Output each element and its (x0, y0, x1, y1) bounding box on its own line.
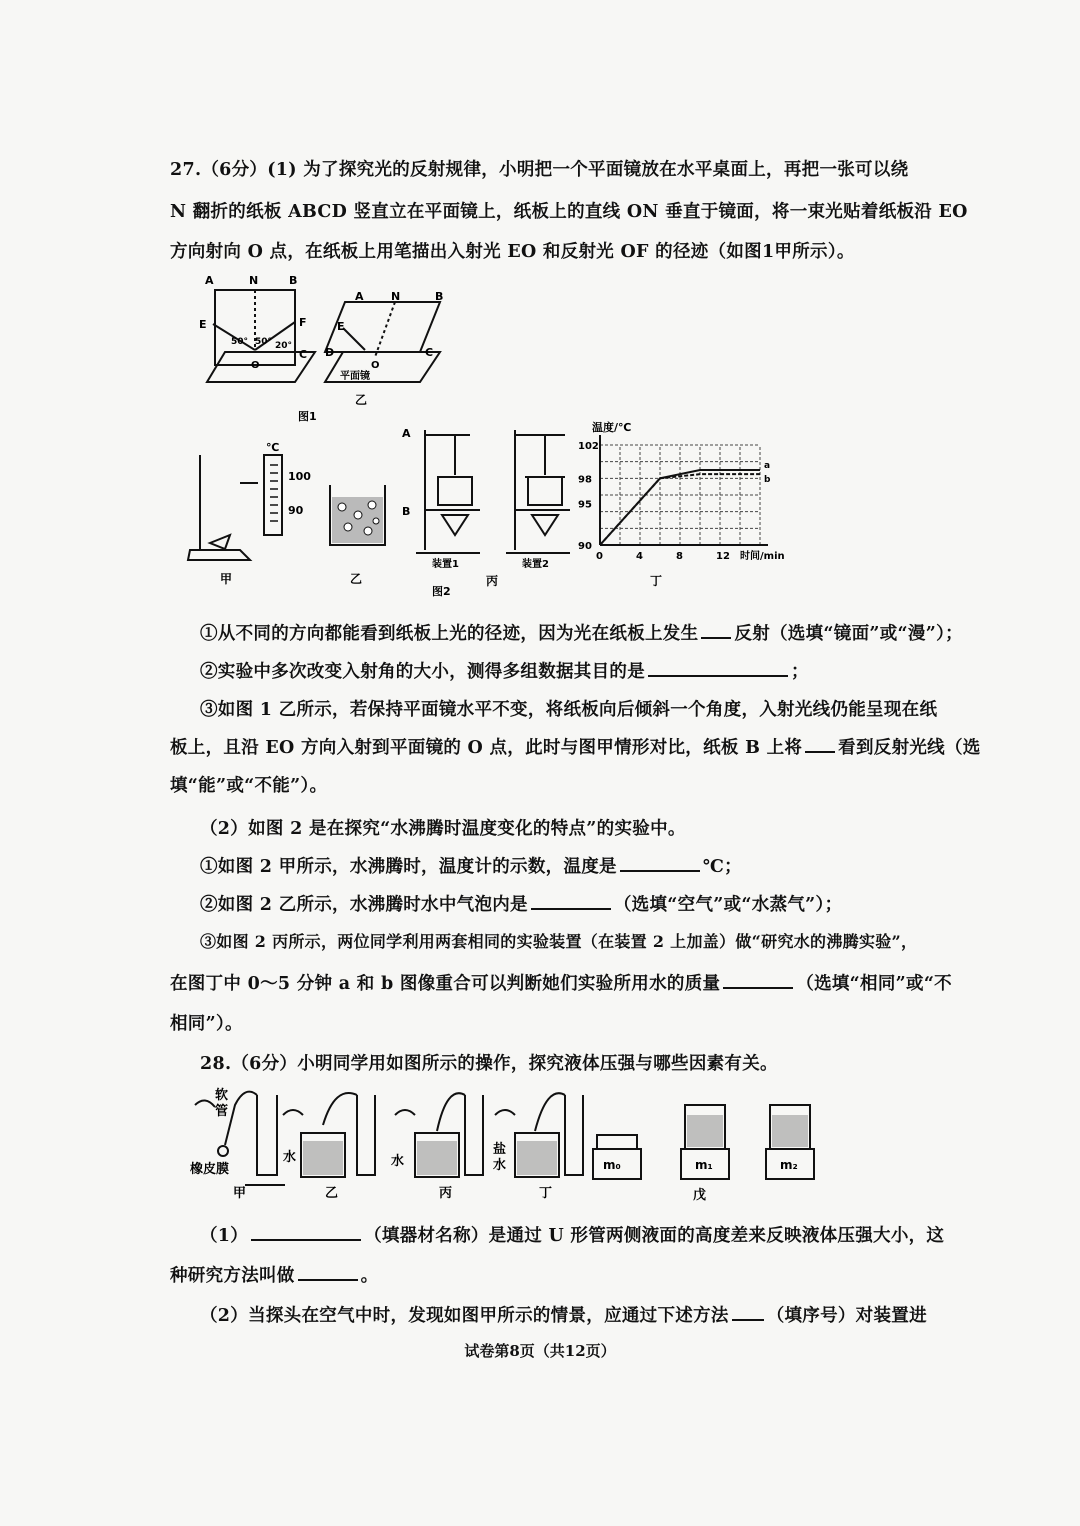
q27-1-1-suffix: 反射（选填“镜面”或“漫”）； (734, 624, 963, 644)
answer-blank[interactable] (732, 1303, 764, 1321)
q28-2 (200, 1302, 945, 1327)
chart-x-tick-label: 0 (596, 551, 603, 562)
chart-x-tick-label: 4 (636, 551, 643, 562)
fig1-yi-label-A: A (355, 290, 364, 303)
q28-label-membrane: 橡皮膜 (190, 1162, 230, 1177)
fig1-yi-drawing (325, 302, 440, 382)
fig1-sub-yi: 乙 (355, 393, 368, 407)
q27-2-3a: ③如图 2 丙所示，两位同学利用两套相同的实验装置（在装置 2 上加盖）做“研究水的沸腾实验”， (200, 932, 918, 951)
answer-blank[interactable] (701, 621, 731, 639)
q27-2-intro: （2）如图 2 是在探究“水沸腾时温度变化的特点”的实验中。 (200, 819, 686, 839)
q27-1-2 (200, 658, 945, 683)
chart-y-tick-label: 90 (578, 541, 592, 552)
fig1-jia-drawing (207, 290, 315, 382)
q28-yi-water (303, 1141, 343, 1175)
fig1-label-N: N (249, 274, 259, 287)
q28-label-soft-tube-1: 软 (215, 1088, 229, 1103)
fig2-bing-setup2 (506, 430, 570, 553)
fig2-sub-yi: 乙 (350, 572, 363, 586)
q27-2-3c-text: （选填“相同”或“不 (796, 974, 952, 994)
fig2-stand-label-A: A (402, 427, 411, 440)
fig2-thermo-100: 100 (288, 470, 311, 483)
q28-label-salt-1: 盐 (493, 1142, 507, 1157)
fig1-label-E: E (199, 318, 207, 331)
q27-2-1-text: ①如图 2 甲所示，水沸腾时，温度计的示数，温度是 (200, 857, 617, 877)
fig2-thermo-unit: ℃ (266, 441, 280, 454)
figure-2 (180, 421, 785, 600)
q27-2-3b (170, 970, 952, 995)
fig2-stand-label-B: B (402, 505, 411, 518)
figure-q28 (185, 1085, 835, 1205)
q28-1-cont-text: 种研究方法叫做 (170, 1266, 295, 1286)
q27-2-3b-text: 在图丁中 0～5 分钟 a 和 b 图像重合可以判断她们实验所用水的质量 (170, 974, 721, 994)
q27-2-2-suffix: （选填“空气”或“水蒸气”）； (613, 895, 843, 915)
chart-y-tick-label: 95 (578, 499, 592, 511)
q27-1-3b (170, 734, 981, 759)
q28-1 (200, 1222, 945, 1247)
fig2-thermo-90: 90 (288, 504, 304, 517)
q27-2-1-suffix: ℃； (702, 857, 742, 877)
fig1-label-B: B (289, 274, 298, 287)
q28-label-m0: m₀ (603, 1158, 621, 1172)
fig2-sub-jia: 甲 (220, 572, 233, 586)
fig1-yi-label-D: D (325, 346, 335, 359)
answer-blank[interactable] (805, 735, 835, 753)
chart-y-tick-label: 98 (578, 474, 592, 486)
fig1-angle-2: 50° (255, 337, 273, 347)
fig2-caption: 图2 (432, 585, 451, 598)
figure-1 (195, 272, 465, 422)
q27-intro-line3: 方向射向 O 点，在纸板上用笔描出入射光 EO 和反射光 OF 的径迹（如图1甲所示）。 (170, 242, 855, 262)
fig1-angle-3: 20° (275, 341, 293, 351)
fig1-label-A: A (205, 274, 214, 287)
fig1-yi-label-B: B (435, 290, 444, 303)
q27-2-3d: 相同”）。 (170, 1014, 243, 1034)
q28-1-cont (170, 1262, 915, 1287)
answer-blank[interactable] (531, 892, 611, 910)
q28-label-soft-tube-2: 管 (215, 1104, 229, 1119)
q27-1-1-text: ①从不同的方向都能看到纸板上光的径迹，因为光在纸板上发生 (200, 624, 699, 644)
fig1-label-F: F (299, 316, 307, 329)
q28-2-text: （2）当探头在空气中时，发现如图甲所示的情景，应通过下述方法 (200, 1306, 729, 1326)
answer-blank[interactable] (298, 1263, 358, 1281)
q28-label-water-1: 水 (283, 1150, 297, 1165)
fig2-setup2-label: 装置2 (522, 559, 549, 570)
q28-2-suffix: （填序号）对装置进 (766, 1306, 927, 1326)
chart-x-tick-label: 12 (716, 551, 730, 562)
q28-1-text: （填器材名称）是通过 U 形管两侧液面的高度差来反映液体压强大小，这 (364, 1226, 945, 1246)
chart-series-label-a: a (764, 461, 771, 471)
q28-1-end: 。 (360, 1266, 379, 1286)
fig1-angle-1: 50° (231, 337, 249, 347)
fig2-bing-setup1 (416, 430, 480, 553)
q27-1-2-suffix: ； (791, 662, 809, 682)
fig2-sub-bing: 丙 (486, 574, 499, 588)
q28-label-bing: 丙 (439, 1186, 453, 1201)
answer-blank[interactable] (723, 971, 793, 989)
q27-2-2 (200, 891, 945, 916)
answer-blank[interactable] (648, 659, 788, 677)
fig1-label-O: O (251, 360, 260, 371)
q27-2-2-text: ②如图 2 乙所示，水沸腾时水中气泡内是 (200, 895, 528, 915)
q28-bing-water (417, 1141, 457, 1175)
q28-wu-liquid-2 (772, 1115, 808, 1147)
q27-intro-line2: N 翻折的纸板 ABCD 竖直立在平面镜上，纸板上的直线 ON 垂直于镜面，将一束光贴着纸板沿 EO (170, 202, 968, 222)
fig2-jia-thermo-ticks (270, 465, 278, 521)
q28-title: 28.（6分）小明同学用如图所示的操作，探究液体压强与哪些因素有关。 (200, 1054, 778, 1074)
q28-1-prefix: （1） (200, 1226, 249, 1246)
fig1-yi-label-C: C (425, 346, 434, 359)
q28-label-m1: m₁ (695, 1158, 713, 1172)
q27-1-2-text: ②实验中多次改变入射角的大小，测得多组数据其目的是 (200, 662, 645, 682)
q28-wu-liquid-1 (687, 1115, 723, 1147)
fig1-mirror-label: 平面镜 (340, 371, 370, 382)
q27-1-1 (200, 620, 963, 645)
q28-label-yi: 乙 (325, 1186, 339, 1201)
fig1-yi-label-E: E (337, 320, 345, 333)
q28-label-ding: 丁 (539, 1186, 553, 1201)
q28-label-jia: 甲 (233, 1186, 247, 1201)
q27-1-3d: 填“能”或“不能”）。 (170, 776, 328, 796)
q28-label-salt-2: 水 (493, 1158, 507, 1173)
q28-label-water-2: 水 (391, 1154, 405, 1169)
q27-intro-line1: 27.（6分）(1) 为了探究光的反射规律，小明把一个平面镜放在水平桌面上，再把一张可以绕 (170, 160, 909, 180)
q27-1-3c-text: 看到反射光线（选 (838, 738, 981, 758)
q27-2-1 (200, 853, 945, 878)
fig1-label-C: C (299, 348, 308, 361)
answer-blank[interactable] (251, 1223, 361, 1241)
fig1-yi-label-O: O (371, 360, 380, 371)
q27-1-3a: ③如图 1 乙所示，若保持平面镜水平不变，将纸板向后倾斜一个角度，入射光线仍能呈现在纸 (200, 700, 938, 720)
answer-blank[interactable] (620, 854, 700, 872)
fig2-jia-thermometer (188, 455, 282, 560)
chart-y-axis-label: 温度/℃ (592, 421, 632, 434)
chart-x-tick-label: 8 (676, 551, 683, 562)
fig1-caption: 图1 (298, 410, 317, 423)
fig1-yi-label-N: N (391, 290, 401, 303)
q28-label-wu: 戊 (693, 1188, 707, 1203)
chart-y-tick-label: 102 (578, 441, 599, 452)
chart-series-label-b: b (764, 475, 771, 486)
fig2-sub-ding: 丁 (650, 574, 663, 588)
fig2-ding-chart (578, 420, 785, 562)
fig2-setup1-label: 装置1 (432, 559, 459, 570)
page-footer: 试卷第8页（共12页） (464, 1342, 616, 1360)
chart-x-axis-label: 时间/min (740, 551, 785, 562)
q28-label-m2: m₂ (780, 1158, 798, 1172)
q28-ding-salt-water (517, 1141, 557, 1175)
q27-1-3b-text: 板上，且沿 EO 方向入射到平面镜的 O 点，此时与图甲情形对比，纸板 B 上将 (170, 738, 803, 758)
